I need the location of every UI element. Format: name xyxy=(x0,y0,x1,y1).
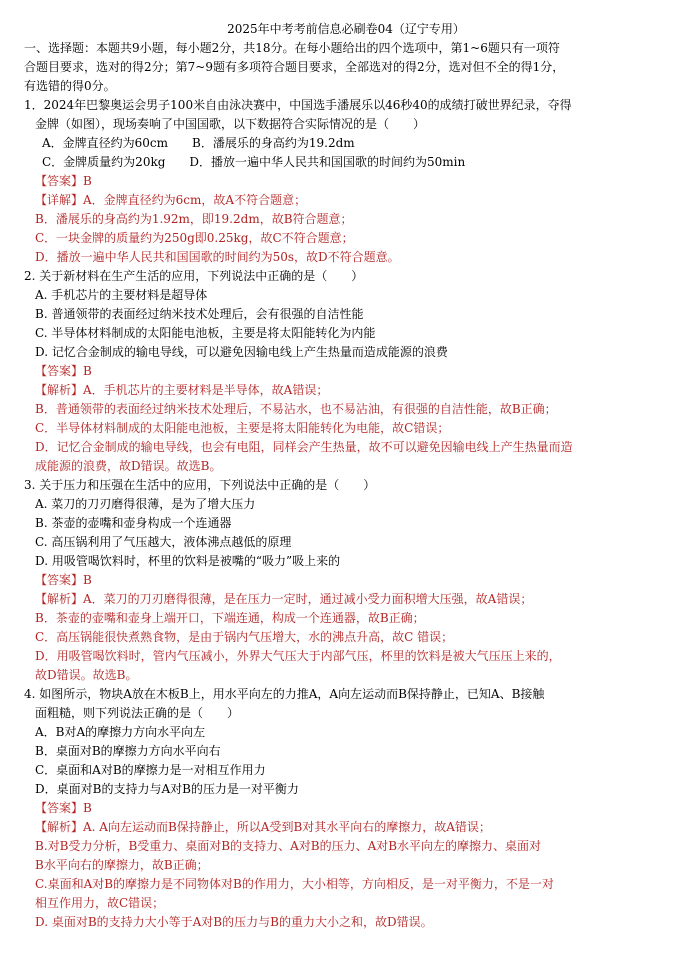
answer-line: 【详解】A．金牌直径约为6cm，故A不符合题意； xyxy=(35,193,307,207)
answer-line: C．半导体材料制成的太阳能电池板，主要是将太阳能转化为电能，故C错误； xyxy=(35,421,450,435)
answer-line: 【答案】B xyxy=(35,573,92,587)
question-line: 3. 关于压力和压强在生活中的应用，下列说法中正确的是（ ） xyxy=(24,478,376,492)
question-line: D. 用吸管喝饮料时，杯里的饮料是被嘴的“吸力”吸上来的 xyxy=(35,554,341,568)
answer-line: 【答案】B xyxy=(35,364,92,378)
answer-line: 相互作用力，故C错误； xyxy=(35,896,165,910)
document-title: 2025年中考考前信息必刷卷04（辽宁专用） xyxy=(227,22,465,36)
answer-line: 【答案】B xyxy=(35,801,92,815)
answer-line: D. 桌面对B的支持力大小等于A对B的压力与B的重力大小之和，故D错误。 xyxy=(35,915,433,929)
answer-line: 【解析】A．手机芯片的主要材料是半导体，故A错误； xyxy=(35,383,329,397)
question-line: C．金牌质量约为20kg D．播放一遍中华人民共和国国歌的时间约为50min xyxy=(42,155,466,169)
question-line: D. 记忆合金制成的输电导线，可以避免因输电线上产生热量而造成能源的浪费 xyxy=(35,345,448,359)
question-line: C．桌面和A对B的摩擦力是一对相互作用力 xyxy=(35,763,266,777)
question-line: A. 菜刀的刀刃磨得很薄，是为了增大压力 xyxy=(35,497,256,511)
question-line: A．B对A的摩擦力方向水平向左 xyxy=(35,725,206,739)
question-line: 一、选择题：本题共9小题，每小题2分，共18分。在每小题给出的四个选项中，第1~6题只有一项符 xyxy=(24,41,560,55)
answer-line: D．播放一遍中华人民共和国国歌的时间约为50s，故D不符合题意。 xyxy=(35,250,400,264)
question-line: 合题目要求，选对的得2分；第7~9题有多项符合题目要求，全部选对的得2分，选对但不全的得1分， xyxy=(24,60,565,74)
answer-line: B．潘展乐的身高约为1.92m，即19.2dm，故B符合题意； xyxy=(35,212,353,226)
answer-line: 【解析】A．菜刀的刀刃磨得很薄，是在压力一定时，通过减小受力面积增大压强，故A错误； xyxy=(35,592,533,606)
question-line: A. 手机芯片的主要材料是超导体 xyxy=(35,288,208,302)
answer-line: D．用吸管喝饮料时，管内气压减小，外界大气压大于内部气压，杯里的饮料是被大气压压上来的， xyxy=(35,649,561,663)
answer-line: B．茶壶的壶嘴和壶身上端开口，下端连通，构成一个连通器，故B正确； xyxy=(35,611,425,625)
question-line: 有选错的得0分。 xyxy=(24,79,116,93)
question-line: B. 普通领带的表面经过纳米技术处理后，会有很强的自洁性能 xyxy=(35,307,364,321)
question-line: A．金牌直径约为60cm B．潘展乐的身高约为19.2dm xyxy=(42,136,355,150)
answer-line: B.对B受力分析，B受重力、桌面对B的支持力、A对B的压力、A对B水平向左的摩擦力、桌面对 xyxy=(35,839,542,853)
answer-line: 【解析】A. A向左运动而B保持静止，所以A受到B对其水平向右的摩擦力，故A错误； xyxy=(35,820,491,834)
answer-line: B．普通领带的表面经过纳米技术处理后，不易沾水，也不易沾油，有很强的自洁性能，故B正确； xyxy=(35,402,557,416)
question-line: 1．2024年巴黎奥运会男子100米自由泳决赛中，中国选手潘展乐以46秒40的成绩打破世界纪录，夺得 xyxy=(24,98,572,112)
question-line: 4. 如图所示，物块A放在木板B上，用水平向左的力推A，A向左运动而B保持静止，已知A、B接触 xyxy=(24,687,545,701)
question-line: C. 半导体材料制成的太阳能电池板，主要是将太阳能转化为内能 xyxy=(35,326,376,340)
answer-line: 【答案】B xyxy=(35,174,92,188)
answer-line: C．高压锅能很快煮熟食物，是由于锅内气压增大，水的沸点升高，故C 错误； xyxy=(35,630,454,644)
question-line: 面粗糙，则下列说法正确的是（ ） xyxy=(35,706,240,720)
answer-line: 故D错误。故选B。 xyxy=(35,668,138,682)
answer-line: D．记忆合金制成的输电导线，也会有电阻，同样会产生热量，故不可以避免因输电线上产生热量而造 xyxy=(35,440,573,454)
answer-line: C.桌面和A对B的摩擦力是不同物体对B的作用力，大小相等，方向相反，是一对平衡力，不是一对 xyxy=(35,877,554,891)
document-page xyxy=(24,20,668,932)
question-line: B．桌面对B的摩擦力方向水平向右 xyxy=(35,744,221,758)
answer-line: B水平向右的摩擦力，故B正确； xyxy=(35,858,209,872)
question-line: C. 高压锅利用了气压越大，液体沸点越低的原理 xyxy=(35,535,292,549)
question-line: 2. 关于新材料在生产生活的应用，下列说法中正确的是（ ） xyxy=(24,269,364,283)
answer-line: C．一块金牌的质量约为250g即0.25kg，故C不符合题意； xyxy=(35,231,354,245)
question-line: D．桌面对B的支持力与A对B的压力是一对平衡力 xyxy=(35,782,299,796)
answer-line: 成能源的浪费，故D错误。故选B。 xyxy=(35,459,222,473)
question-line: 金牌（如图），现场奏响了中国国歌，以下数据符合实际情况的是（ ） xyxy=(35,117,426,131)
question-line: B. 茶壶的壶嘴和壶身构成一个连通器 xyxy=(35,516,232,530)
document-body xyxy=(24,39,668,932)
